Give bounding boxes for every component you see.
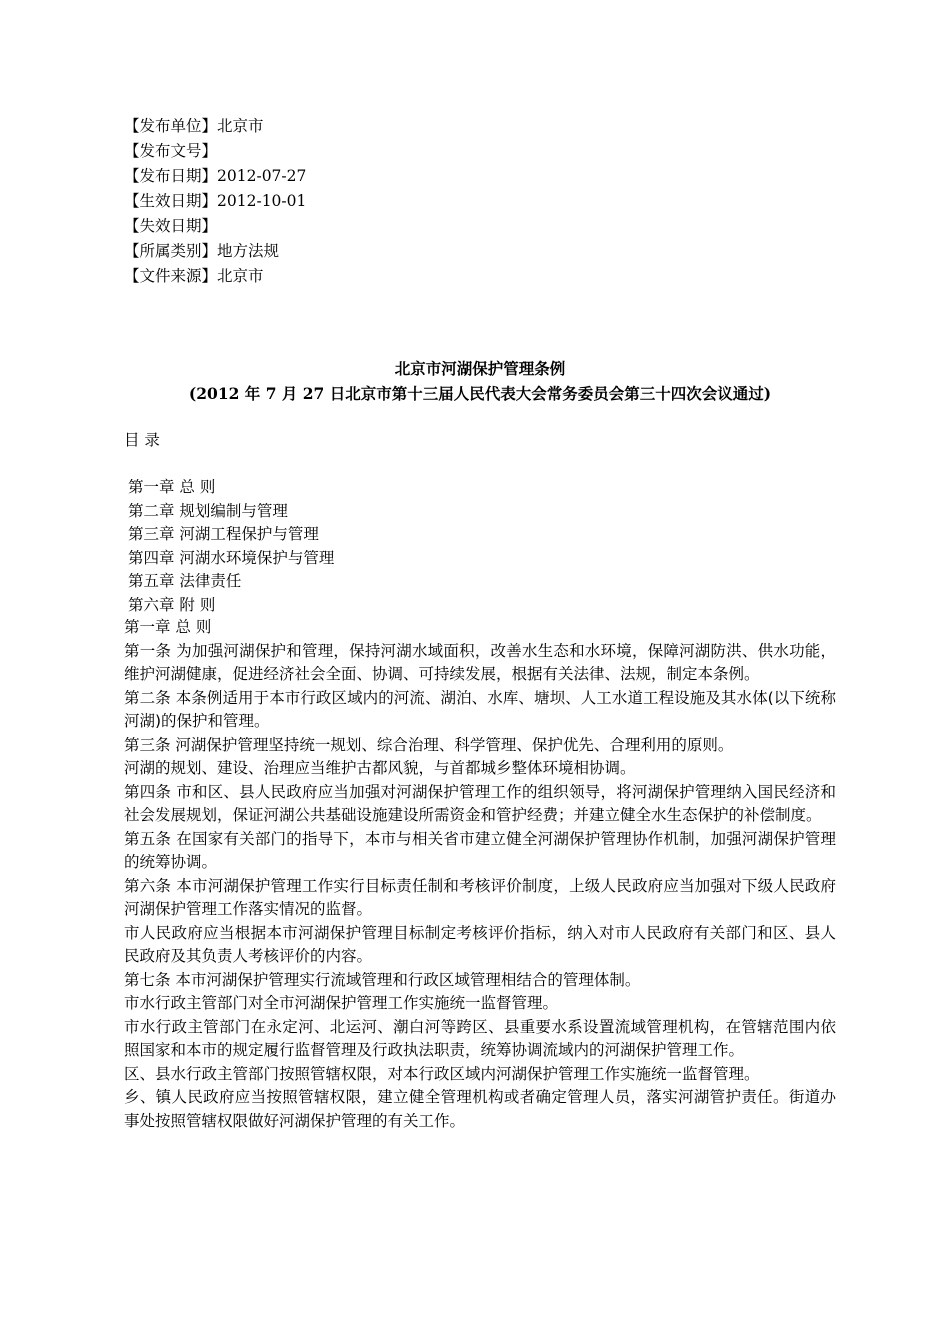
article-paragraph: 市水行政主管部门对全市河湖保护管理工作实施统一监督管理。: [124, 994, 559, 1012]
metadata-block: [124, 114, 306, 289]
article-paragraph: 第一条 为加强河湖保护和管理，保持河湖水域面积，改善水生态和水环境，保障河湖防洪、供水功能，维护河湖健康，促进经济社会全面、协调、可持续发展，根据有关法律、法规，制定本条例。: [124, 641, 836, 683]
article-paragraph: 第三条 河湖保护管理坚持统一规划、综合治理、科学管理、保护优先、合理利用的原则。: [124, 735, 734, 754]
meta-source: [124, 264, 306, 289]
toc-heading: 目 录: [124, 431, 160, 449]
meta-label: 【文件来源】: [124, 267, 218, 285]
meta-label: 【失效日期】: [124, 217, 218, 235]
toc-item: 第三章 河湖工程保护与管理: [128, 525, 319, 543]
article-paragraph: 第二条 本条例适用于本市行政区域内的河流、湖泊、水库、塘坝、人工水道工程设施及其水体(以下统称河湖)的保护和管理。: [124, 688, 836, 730]
meta-value: 地方法规: [217, 242, 280, 260]
meta-publisher: [124, 114, 306, 139]
toc-item: 第五章 法律责任: [128, 572, 242, 590]
document-title: 北京市河湖保护管理条例: [394, 359, 566, 378]
meta-value: 北京市: [217, 117, 264, 135]
table-of-contents: [128, 476, 334, 617]
article-paragraph: 第四条 市和区、县人民政府应当加强对河湖保护管理工作的组织领导，将河湖保护管理纳入国民经济和社会发展规划，保证河湖公共基础设施建设所需资金和管护经费；并建立健全水生态保护的补偿制度。: [124, 782, 836, 824]
chapter-heading: 第一章 总 则: [124, 618, 212, 636]
article-paragraph: 市水行政主管部门在永定河、北运河、潮白河等跨区、县重要水系设置流域管理机构，在管辖范围内依照国家和本市的规定履行监督管理及行政执法职责，统筹协调流域内的河湖保护管理工作。: [124, 1017, 836, 1059]
article-paragraph: 区、县水行政主管部门按照管辖权限，对本行政区域内河湖保护管理工作实施统一监督管理。: [124, 1064, 760, 1083]
body-text: [124, 616, 836, 1133]
meta-label: 【发布文号】: [124, 142, 218, 160]
article-paragraph: 第六条 本市河湖保护管理工作实行目标责任制和考核评价制度，上级人民政府应当加强对下级人民政府河湖保护管理工作落实情况的监督。: [124, 876, 836, 918]
toc-item: 第一章 总 则: [128, 478, 216, 496]
meta-label: 【发布日期】: [124, 167, 218, 185]
article-paragraph: 第七条 本市河湖保护管理实行流域管理和行政区域管理相结合的管理体制。: [124, 970, 641, 989]
meta-label: 【所属类别】: [124, 242, 218, 260]
toc-item: 第二章 规划编制与管理: [128, 501, 288, 520]
meta-label: 【发布单位】: [124, 117, 218, 135]
meta-category: [124, 239, 306, 264]
meta-effective-date: [124, 189, 306, 214]
title-block: [124, 356, 836, 406]
meta-value: 2012-07-27: [217, 167, 307, 185]
document-subtitle: (2012 年 7 月 27 日北京市第十三届人民代表大会常务委员会第三十四次会议通过): [188, 384, 772, 403]
toc-item: 第四章 河湖水环境保护与管理: [128, 548, 335, 567]
meta-value: 北京市: [217, 267, 264, 285]
article-paragraph: 乡、镇人民政府应当按照管辖权限，建立健全管理机构或者确定管理人员，落实河湖管护责任。街道办事处按照管辖权限做好河湖保护管理的有关工作。: [124, 1088, 836, 1130]
article-paragraph: 第五条 在国家有关部门的指导下，本市与相关省市建立健全河湖保护管理协作机制，加强河湖保护管理的统筹协调。: [124, 829, 836, 871]
meta-label: 【生效日期】: [124, 192, 218, 210]
meta-publish-date: [124, 164, 306, 189]
toc-item: 第六章 附 则: [128, 595, 216, 614]
article-paragraph: 河湖的规划、建设、治理应当维护古都风貌，与首都城乡整体环境相协调。: [124, 759, 636, 777]
meta-value: 2012-10-01: [217, 192, 307, 210]
meta-doc-number: [124, 139, 306, 164]
article-paragraph: 市人民政府应当根据本市河湖保护管理目标制定考核评价指标，纳入对市人民政府有关部门和区、县人民政府及其负责人考核评价的内容。: [124, 923, 836, 965]
meta-expiry-date: [124, 214, 306, 239]
